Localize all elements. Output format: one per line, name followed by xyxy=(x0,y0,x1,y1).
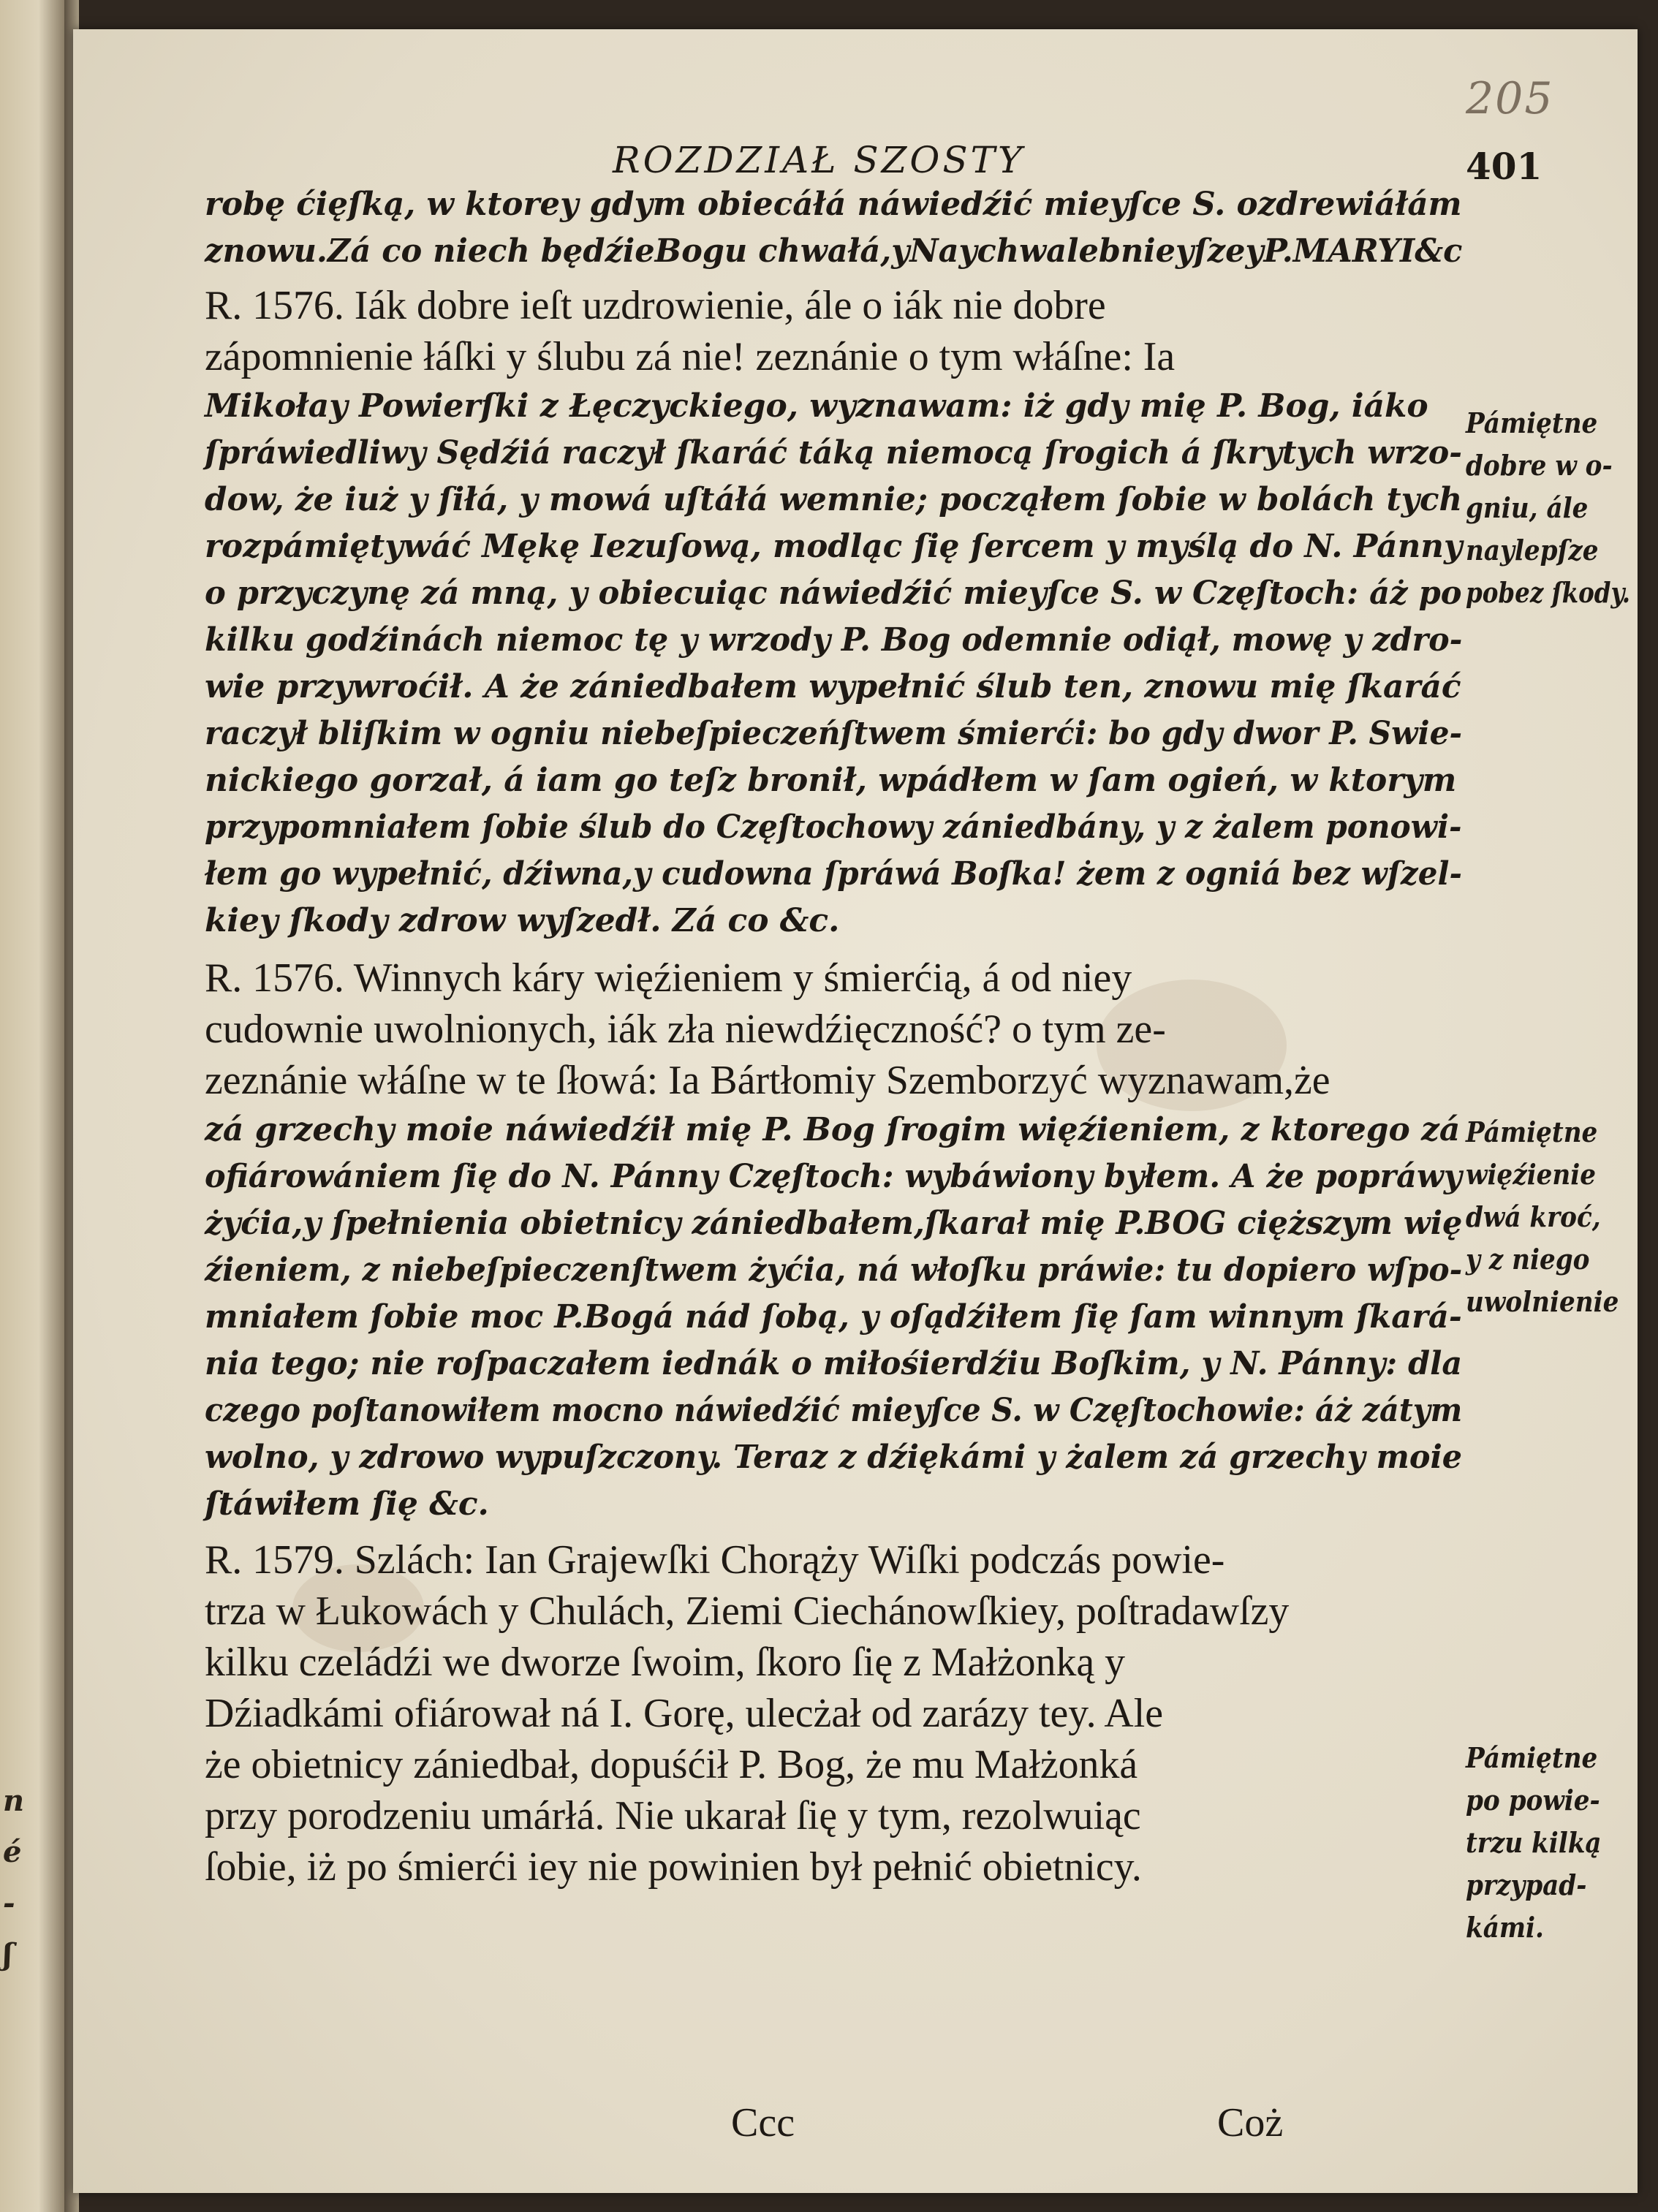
text-line: R. 1576. Iák dobre ieſt uzdrowienie, ále o iák nie dobre xyxy=(205,283,1106,328)
text-line: R. 1579. Szlách: Ian Grajewſki Chorąży Wiſki podczás powie- xyxy=(205,1537,1225,1583)
text-line: żyćia,y ſpełnienia obietnicy zániedbałem,ſkarał mię P.BOG cięższym wię xyxy=(205,1205,1463,1242)
text-line: cudownie uwolnionych, iák zła niewdźięczność? o tym ze- xyxy=(205,1007,1166,1052)
text-line: wolno, y zdrowo wypuſzczony. Teraz z dźiękámi y żalem zá grzechy moie xyxy=(205,1439,1463,1476)
text-line: zá grzechy moie náwiedźił mię P. Bog ſrogim więźieniem, z ktorego zá xyxy=(205,1111,1461,1148)
text-line: dow, że iuż y ſiłá, y mowá uſtáłá wemnie; począłem ſobie w bolách tych xyxy=(205,481,1463,518)
running-head: ROZDZIAŁ SZOSTY xyxy=(612,139,1025,181)
margin-note-line: pobez ſkody. xyxy=(1466,576,1631,609)
text-line: Dźiadkámi ofiárował ná I. Gorę, ulecżał od zarázy tey. Ale xyxy=(205,1691,1164,1736)
text-line: że obietnicy zániedbał, dopuśćił P. Bog, że mu Małżonká xyxy=(205,1742,1138,1787)
text-line: ſobie, iż po śmierći iey nie powinien był pełnić obietnicy. xyxy=(205,1844,1142,1890)
handwritten-folio-number: 205 xyxy=(1466,73,1554,124)
book-page xyxy=(73,29,1638,2193)
text-line: zápomnienie łáſki y ślubu zá nie! zeznánie o tym włáſne: Ia xyxy=(205,334,1176,379)
text-line: mniałem ſobie moc P.Bogá nád ſobą, y oſądźiłem ſię ſam winnym ſkará- xyxy=(205,1298,1462,1336)
text-line: ſpráwiedliwy Sędźiá raczył ſkaráć táką niemocą ſrogich á ſkrytych wrzo- xyxy=(205,434,1463,471)
catchword: Coż xyxy=(1217,2100,1284,2145)
text-line: R. 1576. Winnych káry więźieniem y śmierćią, á od niey xyxy=(205,955,1132,1001)
margin-note-line: Pámiętne xyxy=(1466,1741,1598,1774)
margin-note-line: po powie- xyxy=(1466,1784,1600,1817)
margin-note-line: trzu kilką xyxy=(1466,1826,1602,1859)
prev-page-fragment: - xyxy=(3,1886,15,1920)
page-number: 401 xyxy=(1466,145,1542,188)
text-line: czego poſtanowiłem mocno náwiedźić mieyſce S. w Częſtochowie: áż zátym xyxy=(205,1392,1463,1429)
text-line: rozpámiętywáć Mękę Iezuſową, modląc ſię ſercem y myślą do N. Pánny xyxy=(205,528,1463,565)
text-line: kilku godźinách niemoc tę y wrzody P. Bog odemnie odiął, mowę y zdro- xyxy=(205,621,1463,659)
previous-page-edge xyxy=(0,0,64,2212)
text-line: robę ćięſką, w ktorey gdym obiecáłá náwiedźić mieyſce S. ozdrewiáłám xyxy=(205,186,1462,223)
text-line: trza w Łukowách y Chulách, Ziemi Ciechánowſkiey, poſtradawſzy xyxy=(205,1588,1290,1634)
text-line: kilku czeládźi we dworze ſwoim, ſkoro ſię z Małżonką y xyxy=(205,1640,1126,1685)
margin-note-line: naylepſze xyxy=(1466,534,1599,567)
text-line: Mikołay Powierſki z Łęczyckiego, wyznawam: iż gdy mię P. Bog, iáko xyxy=(205,387,1428,425)
text-line: znowu.Zá co niech będźieBogu chwałá,yNaychwalebnieyſzeyP.MARYI&c xyxy=(205,232,1463,270)
text-line: raczył bliſkim w ogniu niebeſpieczeńſtwem śmierći: bo gdy dwor P. Swie- xyxy=(205,715,1463,752)
margin-note-line: gniu, ále xyxy=(1466,491,1589,524)
text-line: zeznánie włáſne w te ſłowá: Ia Bártłomiy Szemborzyć wyznawam,że xyxy=(205,1058,1330,1103)
margin-note-line: Pámiętne xyxy=(1466,1116,1598,1148)
text-line: nia tego; nie roſpaczałem iednák o miłośierdźiu Boſkim, y N. Pánny: dla xyxy=(205,1345,1463,1382)
margin-note-line: dwá kroć, xyxy=(1466,1200,1601,1233)
text-line: wie przywroćił. A że zániedbałem wypełnić ślub ten, znowu mię ſkaráć xyxy=(205,668,1461,705)
margin-note-line: y z niego xyxy=(1466,1243,1590,1276)
text-line: kiey ſkody zdrow wyſzedł. Zá co &c. xyxy=(205,902,840,939)
margin-note-line: uwolnienie xyxy=(1466,1285,1619,1318)
margin-note-line: więźienie xyxy=(1466,1158,1596,1191)
margin-note-line: dobre w o- xyxy=(1466,449,1613,482)
prev-page-fragment: é xyxy=(3,1835,22,1869)
text-line: źieniem, z niebeſpieczenſtwem żyćia, ná włoſku práwie: tu dopiero wſpo- xyxy=(205,1251,1463,1289)
catchword-signature: Ccc xyxy=(731,2100,795,2145)
text-line: ofiárowániem ſię do N. Pánny Częſtoch: wybáwiony byłem. A że popráwy xyxy=(205,1158,1462,1195)
text-line: o przyczynę zá mną, y obiecuiąc náwiedźić mieyſce S. w Częſtoch: áż po xyxy=(205,575,1462,612)
margin-note-line: przypad- xyxy=(1466,1868,1587,1901)
text-line: ſtáwiłem ſię &c. xyxy=(205,1485,489,1523)
text-line: nickiego gorzał, á iam go teſz bronił, wpádłem w ſam ogień, w ktorym xyxy=(205,762,1457,799)
prev-page-fragment: ʃ xyxy=(3,1937,13,1972)
prev-page-fragment: n xyxy=(3,1784,25,1818)
text-line: przypomniałem ſobie ślub do Częſtochowy zániedbány, y z żalem ponowi- xyxy=(205,808,1462,846)
margin-note-line: kámi. xyxy=(1466,1911,1544,1944)
margin-note-line: Pámiętne xyxy=(1466,406,1598,439)
text-line: łem go wypełnić, dźiwna,y cudowna ſpráwá Boſka! żem z ogniá bez wſzel- xyxy=(205,855,1462,893)
text-line: przy porodzeniu umárłá. Nie ukarał ſię y tym, rezolwuiąc xyxy=(205,1793,1141,1838)
